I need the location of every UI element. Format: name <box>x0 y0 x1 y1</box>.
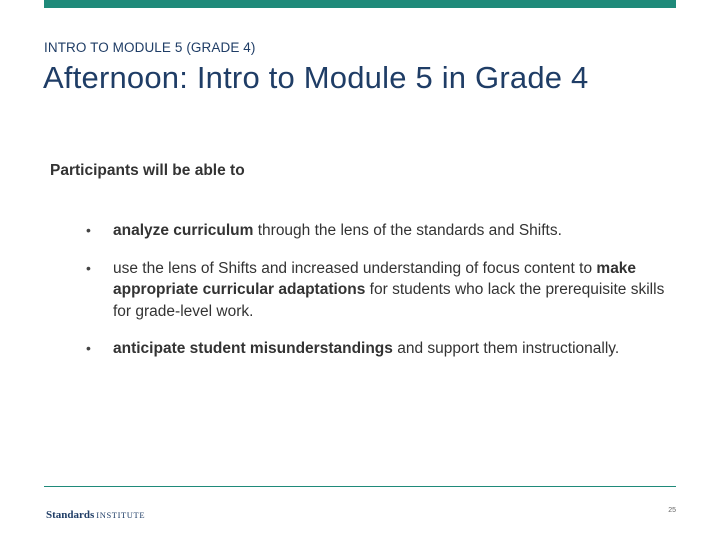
objective-text: and support them instructionally. <box>392 340 620 357</box>
objective-item <box>86 338 686 360</box>
top-accent-bar <box>44 0 676 8</box>
bullet-icon: • <box>86 222 91 238</box>
standards-institute-logo <box>46 505 145 523</box>
objective-item <box>86 220 686 242</box>
objective-text: through the lens of the standards and Shifts. <box>253 222 562 239</box>
footer-divider <box>44 486 676 487</box>
page-title: Afternoon: Intro to Module 5 in Grade 4 <box>43 60 589 95</box>
objective-text-bold: make appropriate curricular adaptations <box>113 259 637 298</box>
objective-text: for students who lack the prerequisite skills for grade-level work. <box>113 281 665 320</box>
bullet-icon: • <box>86 259 91 276</box>
logo-wordmark: Standards <box>46 509 95 521</box>
logo-subtext: INSTITUTE <box>96 510 146 520</box>
objectives-list <box>86 220 686 376</box>
objective-text-bold: analyze curriculum <box>113 222 254 239</box>
objectives-intro: Participants will be able to <box>50 162 245 179</box>
section-eyebrow: INTRO TO MODULE 5 (GRADE 4) <box>44 40 256 55</box>
bullet-icon: • <box>86 340 91 356</box>
objective-text-bold: anticipate student misunderstandings <box>113 340 393 357</box>
objective-item <box>86 258 686 323</box>
page-number: 25 <box>668 507 676 514</box>
objective-text: use the lens of Shifts and increased understanding of focus content to <box>113 259 597 277</box>
